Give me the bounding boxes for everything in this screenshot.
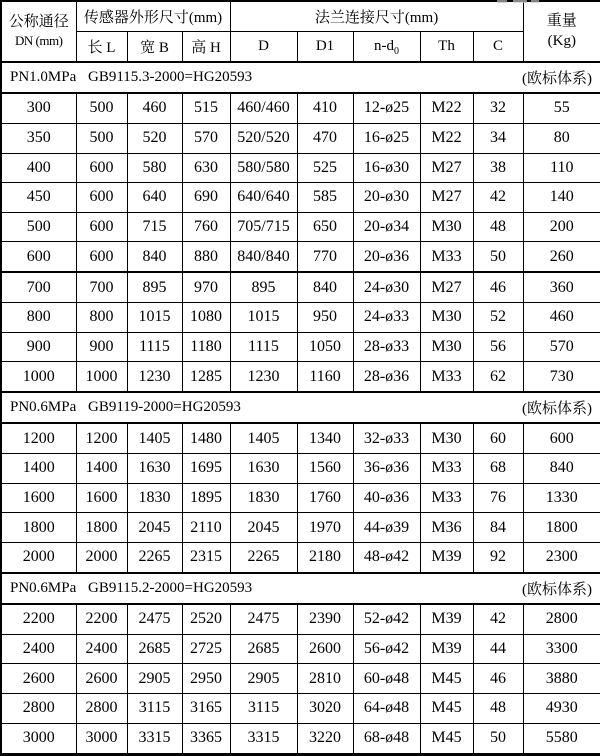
dn-cell: 300 [1, 93, 76, 123]
section-note: (欧标体系) [522, 401, 593, 418]
spec-cell: 570 [523, 332, 600, 362]
spec-cell: 3880 [523, 664, 600, 694]
header-d: D [230, 31, 297, 62]
spec-cell: 640/640 [230, 183, 297, 213]
spec-cell: 260 [523, 242, 600, 272]
table-row [1, 272, 600, 302]
dn-cell: 1000 [1, 362, 76, 392]
spec-cell: M33 [420, 454, 473, 484]
spec-cell: 580 [127, 153, 182, 183]
table-row [1, 123, 600, 153]
spec-cell: 48-ø42 [353, 542, 420, 572]
spec-cell: 24-ø30 [353, 272, 420, 302]
section-pressure-rating: PN0.6MPa [10, 579, 77, 596]
spec-cell: 2810 [297, 664, 353, 694]
spec-cell: 840 [127, 242, 182, 272]
spec-cell: 200 [523, 212, 600, 242]
spec-cell: M30 [420, 303, 473, 333]
section-flex [2, 67, 600, 88]
spec-cell: M45 [420, 723, 473, 754]
spec-cell: 16-ø25 [353, 123, 420, 153]
spec-cell: 580/580 [230, 153, 297, 183]
table-row [1, 183, 600, 213]
spec-cell: 1970 [297, 513, 353, 543]
spec-cell: 650 [297, 212, 353, 242]
spec-cell: 28-ø33 [353, 332, 420, 362]
spec-cell: 44-ø39 [353, 513, 420, 543]
spec-cell: 500 [76, 93, 127, 123]
table-row [1, 542, 600, 572]
spec-cell: 3315 [127, 723, 182, 754]
spec-cell: 2045 [127, 513, 182, 543]
spec-cell: 1330 [523, 483, 600, 513]
spec-cell: 2800 [523, 604, 600, 634]
spec-cell: M36 [420, 513, 473, 543]
spec-cell: 1230 [230, 362, 297, 392]
table-row [1, 513, 600, 543]
spec-cell: 2905 [127, 664, 182, 694]
table-row [1, 693, 600, 723]
table-row [1, 332, 600, 362]
spec-cell: 48 [473, 693, 523, 723]
spec-cell: 690 [182, 183, 230, 213]
spec-cell: 3115 [127, 693, 182, 723]
spec-cell: M39 [420, 634, 473, 664]
section-standard-code: GB9119-2000=HG20593 [88, 399, 241, 416]
spec-cell: 62 [473, 362, 523, 392]
spec-cell: 60 [473, 423, 523, 453]
spec-cell: 585 [297, 183, 353, 213]
spec-cell: 3315 [230, 723, 297, 754]
table-header [1, 1, 600, 62]
spec-cell: 1830 [230, 483, 297, 513]
spec-cell: 1230 [127, 362, 182, 392]
spec-cell: 2685 [127, 634, 182, 664]
header-dn-unit: DN (mm) [15, 32, 63, 48]
spec-cell: 32-ø33 [353, 423, 420, 453]
table-row [1, 153, 600, 183]
spec-cell: 1080 [182, 303, 230, 333]
spec-cell: 20-ø36 [353, 242, 420, 272]
spec-cell: 48 [473, 212, 523, 242]
header-nd0 [353, 31, 420, 62]
spec-cell: 1405 [127, 423, 182, 453]
spec-cell: 705/715 [230, 212, 297, 242]
dn-cell: 800 [1, 303, 76, 333]
section-standard-code: GB9115.3-2000=HG20593 [88, 69, 253, 85]
section-note: (欧标体系) [522, 581, 593, 598]
spec-cell: 3365 [182, 723, 230, 754]
spec-cell: 600 [76, 242, 127, 272]
section-flex [2, 397, 600, 418]
spec-cell: M22 [420, 123, 473, 153]
spec-cell: 80 [523, 123, 600, 153]
spec-cell: 1050 [297, 332, 353, 362]
spec-cell: 92 [473, 542, 523, 572]
spec-cell: M22 [420, 93, 473, 123]
table-row [1, 303, 600, 333]
spec-cell: 68 [473, 454, 523, 484]
spec-cell: 2180 [297, 542, 353, 572]
spec-cell: 1000 [76, 362, 127, 392]
dn-cell: 1600 [1, 483, 76, 513]
spec-cell: 20-ø30 [353, 183, 420, 213]
section-pressure-rating: PN1.0MPa [10, 69, 77, 85]
section-cell [1, 573, 600, 604]
dn-cell: 400 [1, 153, 76, 183]
spec-cell: 520/520 [230, 123, 297, 153]
table-row [1, 423, 600, 453]
spec-cell: 470 [297, 123, 353, 153]
table-row [1, 242, 600, 272]
spec-cell: 1560 [297, 454, 353, 484]
spec-cell: 520 [127, 123, 182, 153]
header-row-subcolumns [1, 31, 600, 62]
dn-cell: 1200 [1, 423, 76, 453]
spec-cell: 840 [523, 454, 600, 484]
spec-cell: M30 [420, 332, 473, 362]
spec-cell: 24-ø33 [353, 303, 420, 333]
spec-cell: 770 [297, 242, 353, 272]
dn-cell: 2200 [1, 604, 76, 634]
header-group-sensor: 传感器外形尺寸(mm) [76, 1, 230, 31]
spec-cell: M45 [420, 664, 473, 694]
dn-cell: 1400 [1, 454, 76, 484]
spec-cell: 840/840 [230, 242, 297, 272]
spec-cell: 600 [76, 153, 127, 183]
spec-cell: 1800 [76, 513, 127, 543]
spec-cell: 500 [76, 123, 127, 153]
spec-cell: 1180 [182, 332, 230, 362]
spec-cell: 38 [473, 153, 523, 183]
spec-cell: 970 [182, 272, 230, 302]
spec-cell: 1630 [127, 454, 182, 484]
dn-cell: 600 [1, 242, 76, 272]
spec-cell: 42 [473, 183, 523, 213]
spec-cell: 880 [182, 242, 230, 272]
spec-cell: 840 [297, 272, 353, 302]
spec-cell: 2475 [230, 604, 297, 634]
section-row [1, 573, 600, 604]
spec-cell: 12-ø25 [353, 93, 420, 123]
spec-cell: 1015 [230, 303, 297, 333]
spec-cell: 1115 [230, 332, 297, 362]
spec-cell: 410 [297, 93, 353, 123]
spec-cell: 44 [473, 634, 523, 664]
spec-cell: 1405 [230, 423, 297, 453]
spec-cell: M27 [420, 272, 473, 302]
spec-cell: 68-ø48 [353, 723, 420, 754]
spec-cell: M45 [420, 693, 473, 723]
table-row [1, 212, 600, 242]
spec-cell: 56 [473, 332, 523, 362]
header-length: 长 L [76, 31, 127, 62]
spec-cell: 1760 [297, 483, 353, 513]
spec-cell: 40-ø36 [353, 483, 420, 513]
spec-cell: 760 [182, 212, 230, 242]
spec-cell: 50 [473, 723, 523, 754]
dn-cell: 2400 [1, 634, 76, 664]
dn-cell: 900 [1, 332, 76, 362]
section-row [1, 392, 600, 423]
header-c: C [473, 31, 523, 62]
spec-cell: 2110 [182, 513, 230, 543]
header-nd0-base: n-d [374, 37, 395, 54]
spec-cell: 3000 [76, 723, 127, 754]
spec-cell: 2520 [182, 604, 230, 634]
spec-cell: 55 [523, 93, 600, 123]
spec-cell: 3115 [230, 693, 297, 723]
scan-artifact [497, 0, 539, 3]
dn-cell: 350 [1, 123, 76, 153]
spec-cell: 460/460 [230, 93, 297, 123]
spec-cell: 525 [297, 153, 353, 183]
spec-cell: 3220 [297, 723, 353, 754]
spec-cell: 2475 [127, 604, 182, 634]
table-row [1, 664, 600, 694]
table-row [1, 483, 600, 513]
spec-cell: 2400 [76, 634, 127, 664]
table-row [1, 723, 600, 754]
spec-cell: M27 [420, 183, 473, 213]
spec-cell: 460 [523, 303, 600, 333]
spec-cell: 84 [473, 513, 523, 543]
spec-cell: 2045 [230, 513, 297, 543]
section-cell [1, 392, 600, 423]
section-pressure-rating: PN0.6MPa [10, 399, 77, 416]
spec-cell: 110 [523, 153, 600, 183]
spec-cell: 5580 [523, 723, 600, 754]
spec-cell: M27 [420, 153, 473, 183]
spec-cell: 50 [473, 242, 523, 272]
spec-cell: 4930 [523, 693, 600, 723]
spec-cell: 730 [523, 362, 600, 392]
spec-cell: 1695 [182, 454, 230, 484]
spec-cell: 1630 [230, 454, 297, 484]
spec-cell: 2315 [182, 542, 230, 572]
spec-cell: M39 [420, 542, 473, 572]
spec-cell: 895 [230, 272, 297, 302]
header-weight [523, 1, 600, 62]
spec-cell: 715 [127, 212, 182, 242]
header-dn [1, 1, 76, 62]
spec-cell: 34 [473, 123, 523, 153]
spec-cell: 16-ø30 [353, 153, 420, 183]
spec-cell: 60-ø48 [353, 664, 420, 694]
header-th: Th [420, 31, 473, 62]
spec-cell: 1895 [182, 483, 230, 513]
spec-cell: 52-ø42 [353, 604, 420, 634]
section-standard-code: GB9115.2-2000=HG20593 [88, 579, 253, 596]
spec-cell: 900 [76, 332, 127, 362]
dn-cell: 2800 [1, 693, 76, 723]
spec-cell: 2600 [76, 664, 127, 694]
spec-cell: 1480 [182, 423, 230, 453]
section-note: (欧标体系) [522, 71, 593, 87]
spec-cell: 56-ø42 [353, 634, 420, 664]
spec-cell: 140 [523, 183, 600, 213]
spec-cell: 1200 [76, 423, 127, 453]
spec-cell: 1800 [523, 513, 600, 543]
spec-cell: M30 [420, 423, 473, 453]
spec-cell: M33 [420, 483, 473, 513]
header-width: 宽 B [127, 31, 182, 62]
spec-cell: 630 [182, 153, 230, 183]
spec-cell: 360 [523, 272, 600, 302]
spec-cell: 570 [182, 123, 230, 153]
spec-cell: 460 [127, 93, 182, 123]
dn-cell: 3000 [1, 723, 76, 754]
spec-cell: 600 [76, 212, 127, 242]
spec-cell: 64-ø48 [353, 693, 420, 723]
header-group-flange: 法兰连接尺寸(mm) [230, 1, 523, 31]
header-weight-title: 重量 [546, 13, 577, 29]
spec-cell: 895 [127, 272, 182, 302]
table-row [1, 93, 600, 123]
spec-cell: 1400 [76, 454, 127, 484]
spec-cell: 20-ø34 [353, 212, 420, 242]
spec-cell: 1830 [127, 483, 182, 513]
spec-cell: 76 [473, 483, 523, 513]
spec-cell: M39 [420, 604, 473, 634]
spec-cell: 2000 [76, 542, 127, 572]
header-nd0-subscript: 0 [394, 45, 400, 57]
spec-cell: 2905 [230, 664, 297, 694]
spec-cell: 3300 [523, 634, 600, 664]
header-weight-unit: (Kg) [547, 32, 576, 49]
dn-cell: 500 [1, 212, 76, 242]
table-row [1, 362, 600, 392]
dn-cell: 1800 [1, 513, 76, 543]
spec-cell: M33 [420, 362, 473, 392]
spec-cell: 600 [523, 423, 600, 453]
header-dn-title: 公称通径 [8, 14, 69, 31]
spec-cell: 2200 [76, 604, 127, 634]
spec-cell: 600 [76, 183, 127, 213]
table-row [1, 634, 600, 664]
header-row-groups [1, 1, 600, 31]
spec-cell: 46 [473, 664, 523, 694]
spec-cell: 1600 [76, 483, 127, 513]
spec-cell: 2265 [230, 542, 297, 572]
spec-cell: 46 [473, 272, 523, 302]
spec-cell: 1285 [182, 362, 230, 392]
spec-cell: 2390 [297, 604, 353, 634]
dn-cell: 700 [1, 272, 76, 302]
table-row [1, 454, 600, 484]
spec-cell: 2800 [76, 693, 127, 723]
section-cell [1, 62, 600, 93]
table-row [1, 604, 600, 634]
dn-cell: 2600 [1, 664, 76, 694]
spec-cell: 2725 [182, 634, 230, 664]
spec-cell: 3020 [297, 693, 353, 723]
spec-cell: 2685 [230, 634, 297, 664]
spec-cell: 28-ø36 [353, 362, 420, 392]
spec-cell: 32 [473, 93, 523, 123]
spec-cell: 2600 [297, 634, 353, 664]
spec-cell: 2950 [182, 664, 230, 694]
spec-cell: 1115 [127, 332, 182, 362]
spec-cell: 1015 [127, 303, 182, 333]
section-row [1, 62, 600, 93]
spec-cell: 1160 [297, 362, 353, 392]
spec-cell: 2300 [523, 542, 600, 572]
spec-cell: 1340 [297, 423, 353, 453]
spec-cell: 2265 [127, 542, 182, 572]
header-d1: D1 [297, 31, 353, 62]
spec-cell: 700 [76, 272, 127, 302]
spec-cell: 950 [297, 303, 353, 333]
spec-cell: 640 [127, 183, 182, 213]
spec-cell: 3165 [182, 693, 230, 723]
spec-cell: 42 [473, 604, 523, 634]
spec-cell: 52 [473, 303, 523, 333]
spec-cell: M33 [420, 242, 473, 272]
header-height: 高 H [182, 31, 230, 62]
spec-cell: 515 [182, 93, 230, 123]
section-flex [2, 578, 600, 599]
spec-cell: 36-ø36 [353, 454, 420, 484]
dn-cell: 450 [1, 183, 76, 213]
table-body [1, 62, 600, 755]
spec-cell: 800 [76, 303, 127, 333]
spec-cell: M30 [420, 212, 473, 242]
dn-cell: 2000 [1, 542, 76, 572]
